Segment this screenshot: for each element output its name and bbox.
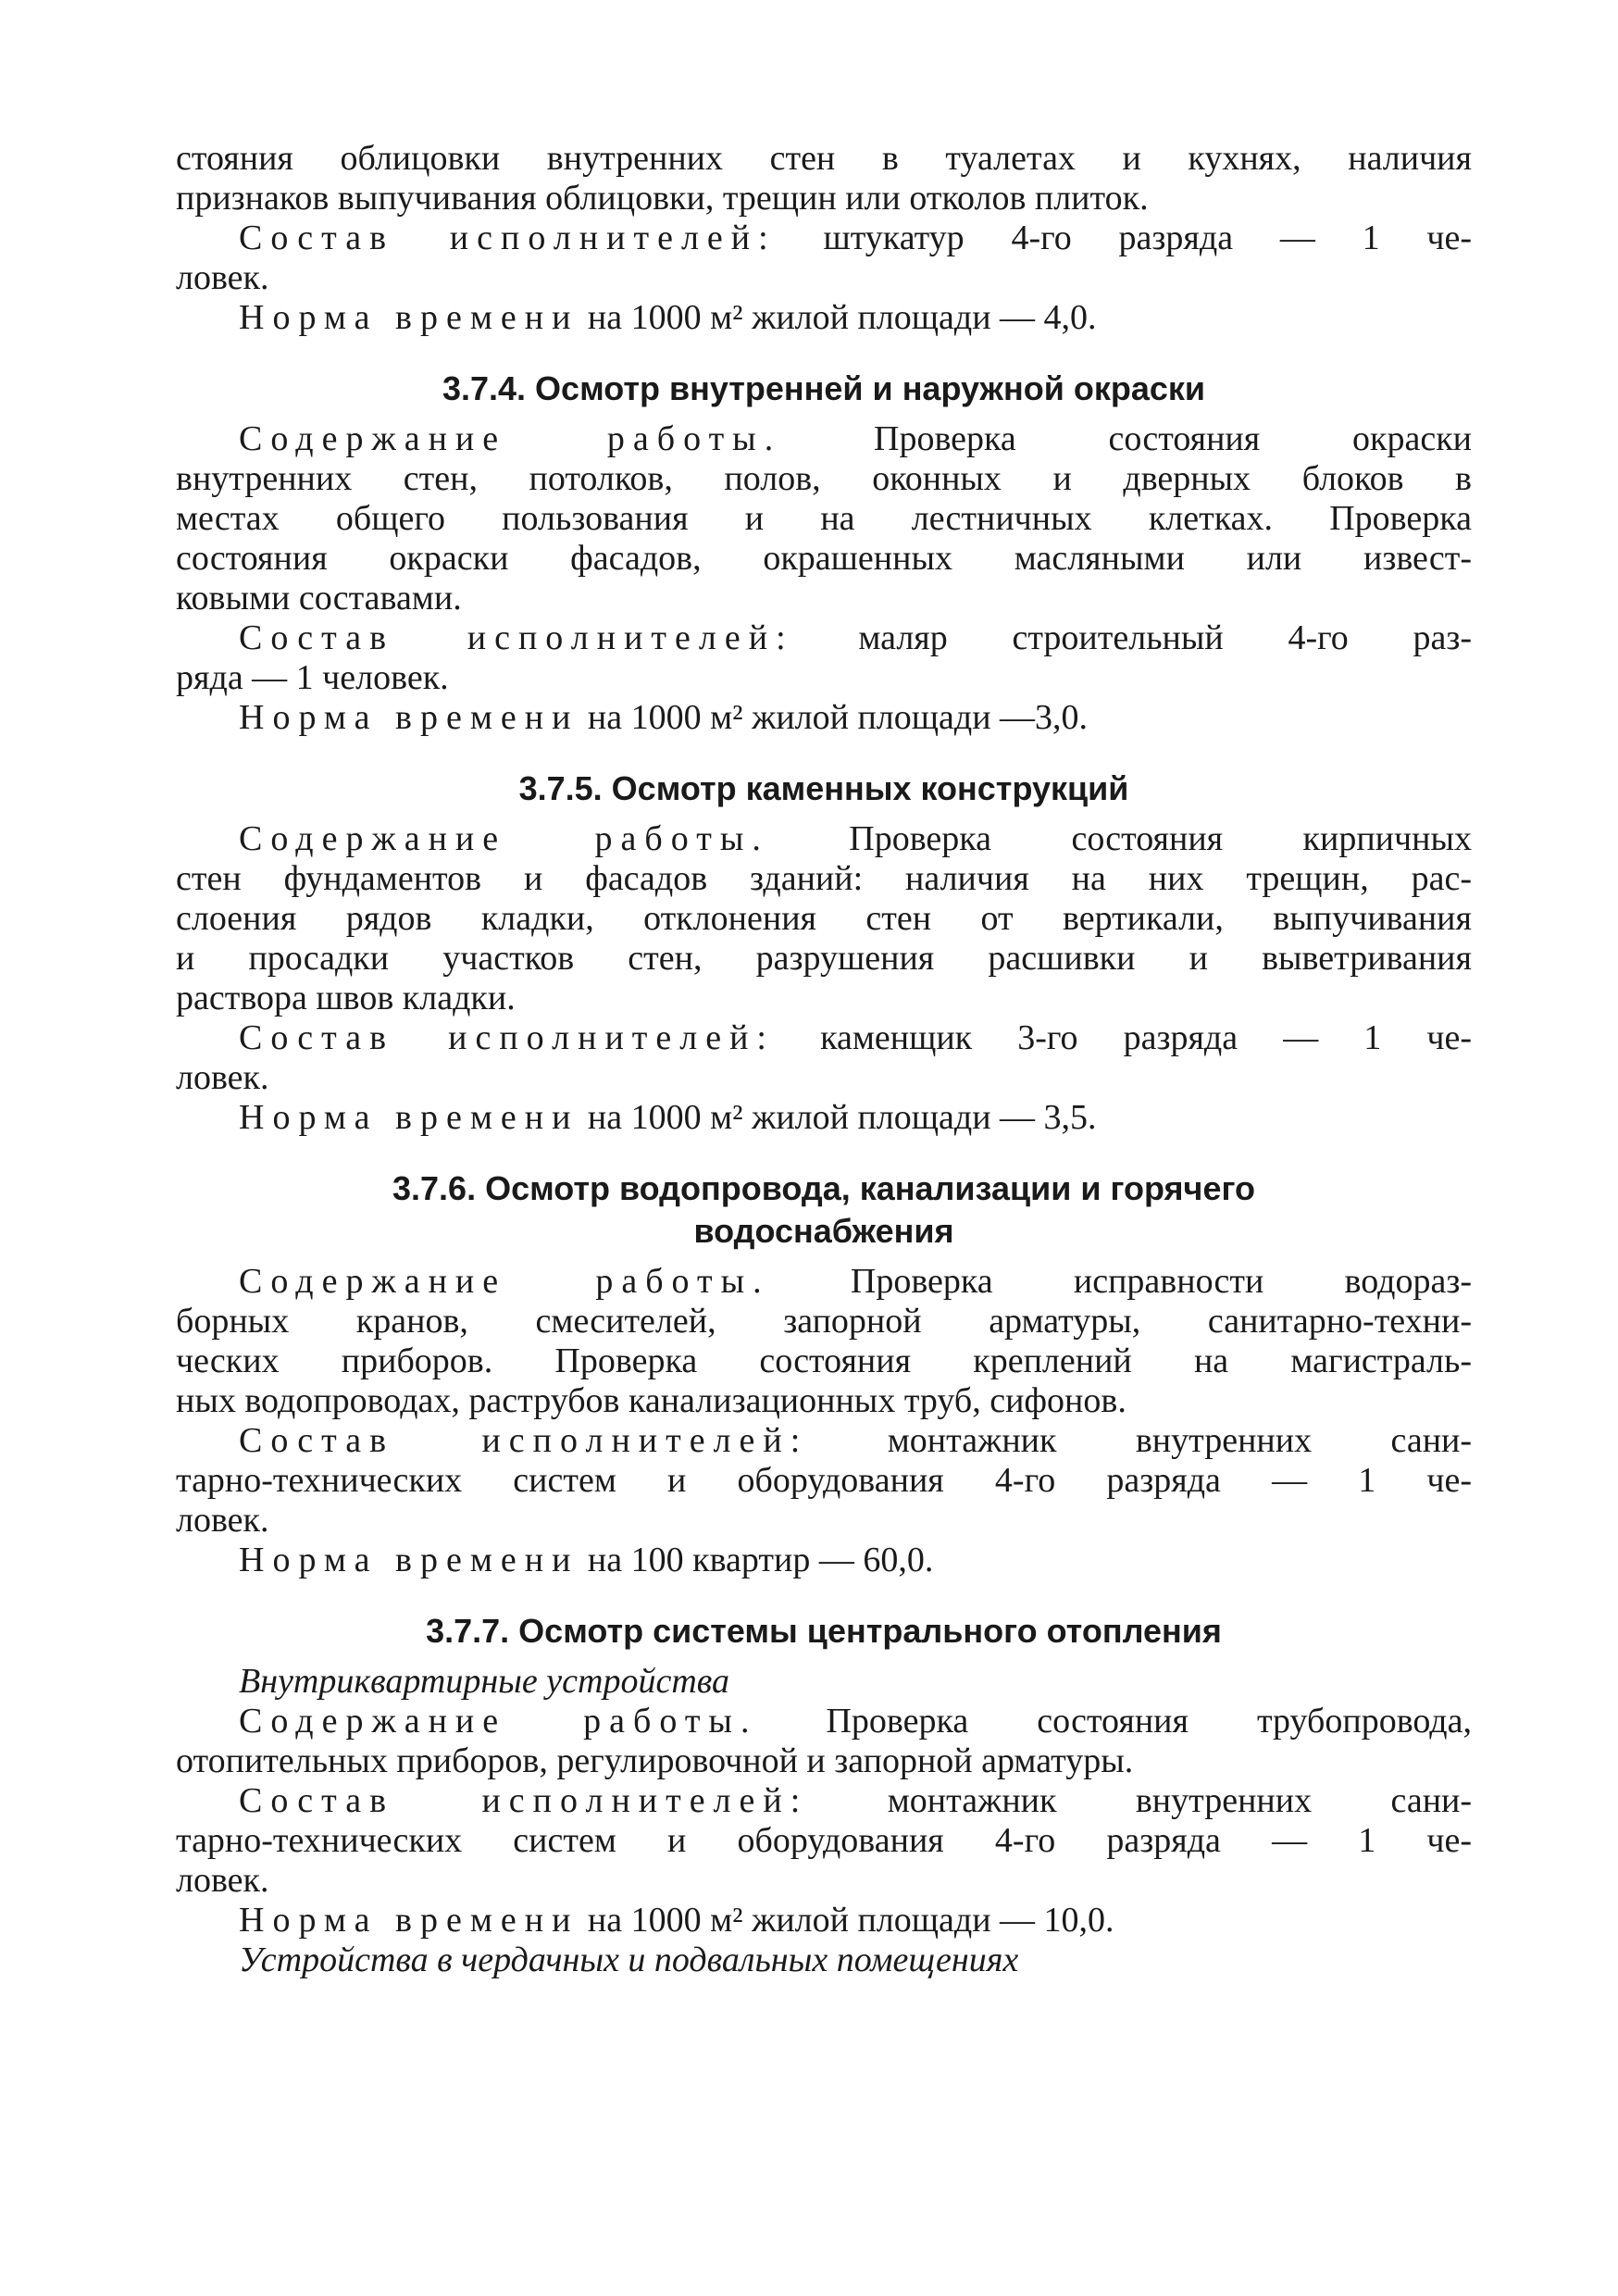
staff-line (176, 618, 1472, 658)
norm-label: Норма времени (239, 1098, 579, 1137)
section-heading: 3.7.7. Осмотр системы центрального отопления (426, 1612, 1222, 1650)
content-label: Содержание работы. (239, 419, 782, 458)
norm-text: на 1000 м² жилой площади — 10,0. (587, 1901, 1114, 1940)
norm-line (176, 698, 1472, 738)
document-page (176, 139, 1472, 1980)
staff-line (176, 1421, 1472, 1461)
norm-text: на 1000 м² жилой площади — 4,0. (587, 298, 1097, 337)
norm-line (176, 298, 1472, 338)
norm-label: Норма времени (239, 298, 579, 337)
content-line (176, 1262, 1472, 1302)
prev-section-tail (176, 139, 1472, 338)
paragraph-line: и просадки участков стен, разрушения расшивки и выветривания (176, 939, 1472, 978)
paragraph-line: стен фундаментов и фасадов зданий: наличия на них трещин, рас- (176, 859, 1472, 898)
staff-text: каменщик 3-го разряда — 1 че- (820, 1018, 1472, 1057)
staff-label: Состав исполнителей: (239, 618, 794, 657)
content-text: Проверка исправности водораз- (850, 1262, 1472, 1301)
norm-text: на 1000 м² жилой площади — 3,5. (587, 1098, 1097, 1137)
staff-line (176, 218, 1472, 258)
content-text: Проверка состояния трубопровода, (826, 1702, 1473, 1741)
section-heading: 3.7.4. Осмотр внутренней и наружной окраски (442, 369, 1206, 407)
section-3-7-6 (176, 1167, 1472, 1580)
staff-line (176, 1781, 1472, 1821)
paragraph-line: стояния облицовки внутренних стен в туалетах и кухнях, наличия (176, 139, 1472, 178)
paragraph-line: борных кранов, смесителей, запорной арматуры, санитарно-техни- (176, 1302, 1472, 1341)
staff-text: маляр строительный 4-го раз- (858, 618, 1472, 657)
content-line (176, 419, 1472, 459)
staff-text: монтажник внутренних сани- (887, 1421, 1473, 1460)
staff-line (176, 1018, 1472, 1058)
norm-line (176, 1901, 1472, 1940)
staff-text: монтажник внутренних сани- (887, 1781, 1473, 1820)
paragraph-line: отопительных приборов, регулировочной и запорной арматуры. (176, 1741, 1134, 1780)
staff-line-end: ловек. (176, 1058, 269, 1097)
paragraph-line: ковыми составами. (176, 579, 462, 618)
staff-line-cont: тарно-технических систем и оборудования 4-го разряда — 1 че- (176, 1821, 1472, 1860)
paragraph-line: ных водопроводах, раструбов канализационных труб, сифонов. (176, 1381, 1126, 1420)
staff-label: Состав исполнителей: (239, 1018, 775, 1057)
section-heading-cont: водоснабжения (693, 1212, 954, 1250)
section-heading: 3.7.5. Осмотр каменных конструкций (518, 769, 1129, 807)
paragraph-line: слоения рядов кладки, отклонения стен от вертикали, выпучивания (176, 899, 1472, 938)
paragraph-line: ческих приборов. Проверка состояния креплений на магистраль- (176, 1341, 1472, 1380)
section-3-7-7 (176, 1610, 1472, 1980)
staff-line-end: ловек. (176, 1501, 269, 1540)
content-label: Содержание работы. (239, 1262, 770, 1301)
content-line (176, 1702, 1472, 1741)
paragraph-line: местах общего пользования и на лестничных клетках. Проверка (176, 499, 1472, 538)
staff-label: Состав исполнителей: (239, 1421, 809, 1460)
paragraph-line: признаков выпучивания облицовки, трещин или отколов плиток. (176, 179, 1149, 218)
staff-line-end: ряда — 1 человек. (176, 658, 449, 697)
staff-line-end: ловек. (176, 1861, 269, 1900)
section-heading: 3.7.6. Осмотр водопровода, канализации и горячего (392, 1169, 1255, 1207)
content-label: Содержание работы. (239, 819, 769, 858)
paragraph-line: раствора швов кладки. (176, 979, 516, 1017)
norm-label: Норма времени (239, 1541, 579, 1579)
paragraph-line: внутренних стен, потолков, полов, оконных и дверных блоков в (176, 459, 1472, 498)
norm-line (176, 1098, 1472, 1138)
staff-line-cont: тарно-технических систем и оборудования 4-го разряда — 1 че- (176, 1461, 1472, 1500)
subheading: Устройства в чердачных и подвальных помещениях (239, 1940, 1019, 1979)
content-text: Проверка состояния кирпичных (849, 819, 1472, 858)
content-line (176, 819, 1472, 859)
norm-text: на 100 квартир — 60,0. (587, 1541, 934, 1579)
section-3-7-5 (176, 767, 1472, 1138)
content-label: Содержание работы. (239, 1702, 758, 1741)
subheading: Внутриквартирные устройства (239, 1662, 729, 1701)
paragraph-line: состояния окраски фасадов, окрашенных масляными или извест- (176, 539, 1472, 578)
staff-text: штукатур 4-го разряда — 1 че- (823, 218, 1472, 257)
section-3-7-4 (176, 368, 1472, 738)
norm-label: Норма времени (239, 1901, 579, 1940)
staff-label: Состав исполнителей: (239, 218, 777, 257)
norm-label: Норма времени (239, 698, 579, 737)
content-text: Проверка состояния окраски (874, 419, 1473, 458)
staff-label: Состав исполнителей: (239, 1781, 809, 1820)
norm-text: на 1000 м² жилой площади —3,0. (587, 698, 1089, 737)
staff-line-end: ловек. (176, 258, 269, 297)
norm-line (176, 1541, 1472, 1580)
